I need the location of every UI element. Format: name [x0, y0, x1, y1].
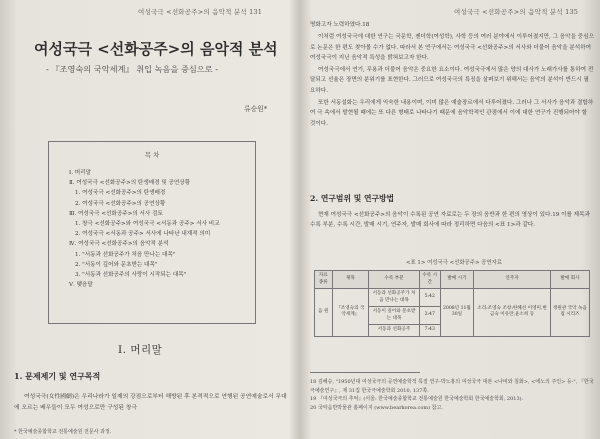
table-header-cell: 제목 — [332, 271, 369, 289]
paper-subtitle: - 『조영숙의 국악세계』 취입 녹음을 중심으로 - — [46, 64, 218, 74]
body-paragraph: 명화고자 노력하였다.18 — [310, 22, 370, 28]
time-cell: 5:42 — [419, 289, 440, 307]
author-footnote: * 한국예술종합학교 전통예술원 전문사 과정. — [14, 429, 112, 435]
part-cell: 서동이 깊어와 문초받는 대목 — [369, 307, 420, 325]
table-header-row — [315, 271, 590, 289]
toc-item: 3. "서동과 선화공주의 사랑이 시작되는 대목" — [75, 272, 187, 279]
footnotes-right — [310, 378, 594, 412]
body-text-right — [310, 20, 594, 131]
running-head-left: 여성국극 <선화공주>의 음악적 분석 131 — [138, 8, 263, 16]
footnote: 18 김혜승, "1950년대 여성국극의 공연예술학적 특질 연구-박노홍의 여성국극 대본 <나비와 칠화>, <에노의 주인> 등-", 『한국극예술연구』, 제 31집 한국극예술학회 2010, 137쪽. — [310, 379, 594, 394]
toc-item: 2. 여성국극 <서동과 공주> 서사에 나타난 내재적 의미 — [75, 231, 211, 238]
table-header-cell: 자료종류 — [315, 271, 333, 289]
type-cell: 음 원 — [315, 289, 333, 337]
table-header-cell: 수록 부분 — [369, 271, 420, 289]
section-body-scope — [310, 210, 594, 231]
table-header-cell: 발매 회사 — [550, 271, 589, 289]
toc-heading: 목 차 — [144, 151, 160, 159]
footnote-rule — [310, 372, 420, 373]
left-page — [0, 0, 296, 439]
toc-item: Ⅳ. 여성국극 <선화공주>의 음악적 분석 — [69, 241, 169, 248]
section-heading-intro: Ⅰ. 머리말 — [118, 344, 163, 356]
author-name: 류승원* — [244, 105, 268, 113]
table-caption: <표 1> 여성국극 <선화공주> 공연자료 — [405, 260, 503, 266]
toc-item: 2. 여성국극 <선화공주>의 공연상황 — [75, 200, 166, 207]
part-cell: 서동과 선화공주 — [369, 325, 420, 337]
company-cell: 정원관 국악 녹음집 시리즈 — [550, 289, 589, 337]
toc-item: Ⅰ. 머리말 — [69, 170, 91, 176]
body-paragraph: 현재 여성국극 <선화공주>의 음악이 수록된 공연 자료로는 두 장의 음반과 한 편의 영상이 있다.19 이를 제목과 수록 부분, 수록 시간, 발매 시기, 연주자, 발매 회사에 따라 정리하면 다음의 <표 1>과 같다. — [310, 212, 590, 229]
running-head-right: 여성국극 <선화공주>의 음악적 분석 135 — [454, 8, 579, 16]
table-header-cell: 연주자 — [474, 271, 551, 289]
performance-materials-table — [314, 270, 590, 337]
body-paragraph: 또한 서동설화는 우리에게 익숙한 내용이며, 이미 많은 예술장르에서 다루어졌다. 그러나 그 서사가 음악과 결합하여 극 속에서 발현될 때에는 또 다른 형태로 나타나기 때문에 음악학적인 관점에서 이에 대한 연구가 진행되어야 할 것이다. — [310, 100, 594, 127]
table-header-cell: 수록 시간 — [419, 271, 440, 289]
title-cell: 『조영숙의 국악세계』 — [332, 289, 369, 337]
toc-item: Ⅱ. 여성국극 <선화공주>의 탄생배경 및 공연상황 — [69, 180, 191, 187]
toc-item: Ⅲ. 여성국극 <선화공주>의 서사 검토 — [69, 210, 163, 217]
table-row — [315, 289, 590, 307]
body-paragraph: 이처럼 여성국극에 대한 연구는 국문학, 젠더학(여성학), 사학 등의 여러 분야에서 이루어졌지만, 그 음악을 중심으로 논문은 한 편도 찾아볼 수가 없다. 따라서 본 연구에서는 여성국극 <선화공주>의 서사와 더불어 음악을 분석하여 여성국극이 지닌 음악적 특성을 밝혀보고자 한다. — [310, 34, 594, 61]
toc-item: Ⅴ. 맺음말 — [69, 282, 93, 289]
time-cell: 3:47 — [419, 307, 440, 325]
release-cell: 2008년 11월 30일 — [440, 289, 474, 337]
footnote: 20 국악음반박물관 홈페이지 (www.bearkorea.com) 참고. — [310, 404, 443, 411]
body-paragraph: 여성국극에서 연기, 무용과 더불어 음악은 중요한 요소이다. 여성국극에서 많은 양의 대사가 노래가사를 통하여 전달되고 선율은 장면의 분위기를 표현한다. 그러므로 여성국극의 특징을 살펴보기 위해서는 음악의 분석이 반드시 필요하다. — [310, 67, 594, 94]
toc-list — [69, 168, 251, 290]
subsection-heading: 1. 문제제기 및 연구목적 — [14, 371, 101, 381]
toc-item: 2. "서동이 깊어와 문초받는 대목" — [75, 261, 158, 268]
part-cell: 서동과 선화공주가 처음 만나는 대목 — [369, 289, 420, 307]
time-cell: 7:43 — [419, 325, 440, 337]
table-header-cell: 발매 시기 — [440, 271, 474, 289]
footnote: 19 『여성국극의 추억』(서울: 한국예술종합학교 전통예술원 한국예술학회 한국예술학회, 2013). — [310, 396, 524, 402]
right-page — [304, 0, 600, 439]
paper-title: 여성국극 <선화공주>의 음악적 분석 — [34, 40, 278, 58]
toc-item: 1. 여성국극 <선화공주>의 탄생배경 — [75, 190, 166, 197]
body-paragraph: 여성국극(女性國劇)은 우리나라가 일제의 강점으로부터 해방된 후 본격적으로 연행된 공연예술로서 무대에 오르는 배우들이 모두 여성으로만 구성된 창극 — [14, 394, 287, 411]
toc-item: 1. 창극 <선화공주>와 여성국극 <서동과 공주> 서사 비교 — [75, 221, 220, 228]
toc-item: 1. "서동과 선화공주가 처음 만나는 대목" — [75, 251, 176, 258]
table-of-contents — [48, 141, 256, 324]
section-heading-scope: 2. 연구범위 및 연구방법 — [310, 194, 395, 203]
body-text-left — [14, 392, 290, 414]
performers-cell: 소리:조영숙 조창:한혜선 이영미,변금숙 이유란,윤소희 등 — [474, 289, 551, 337]
